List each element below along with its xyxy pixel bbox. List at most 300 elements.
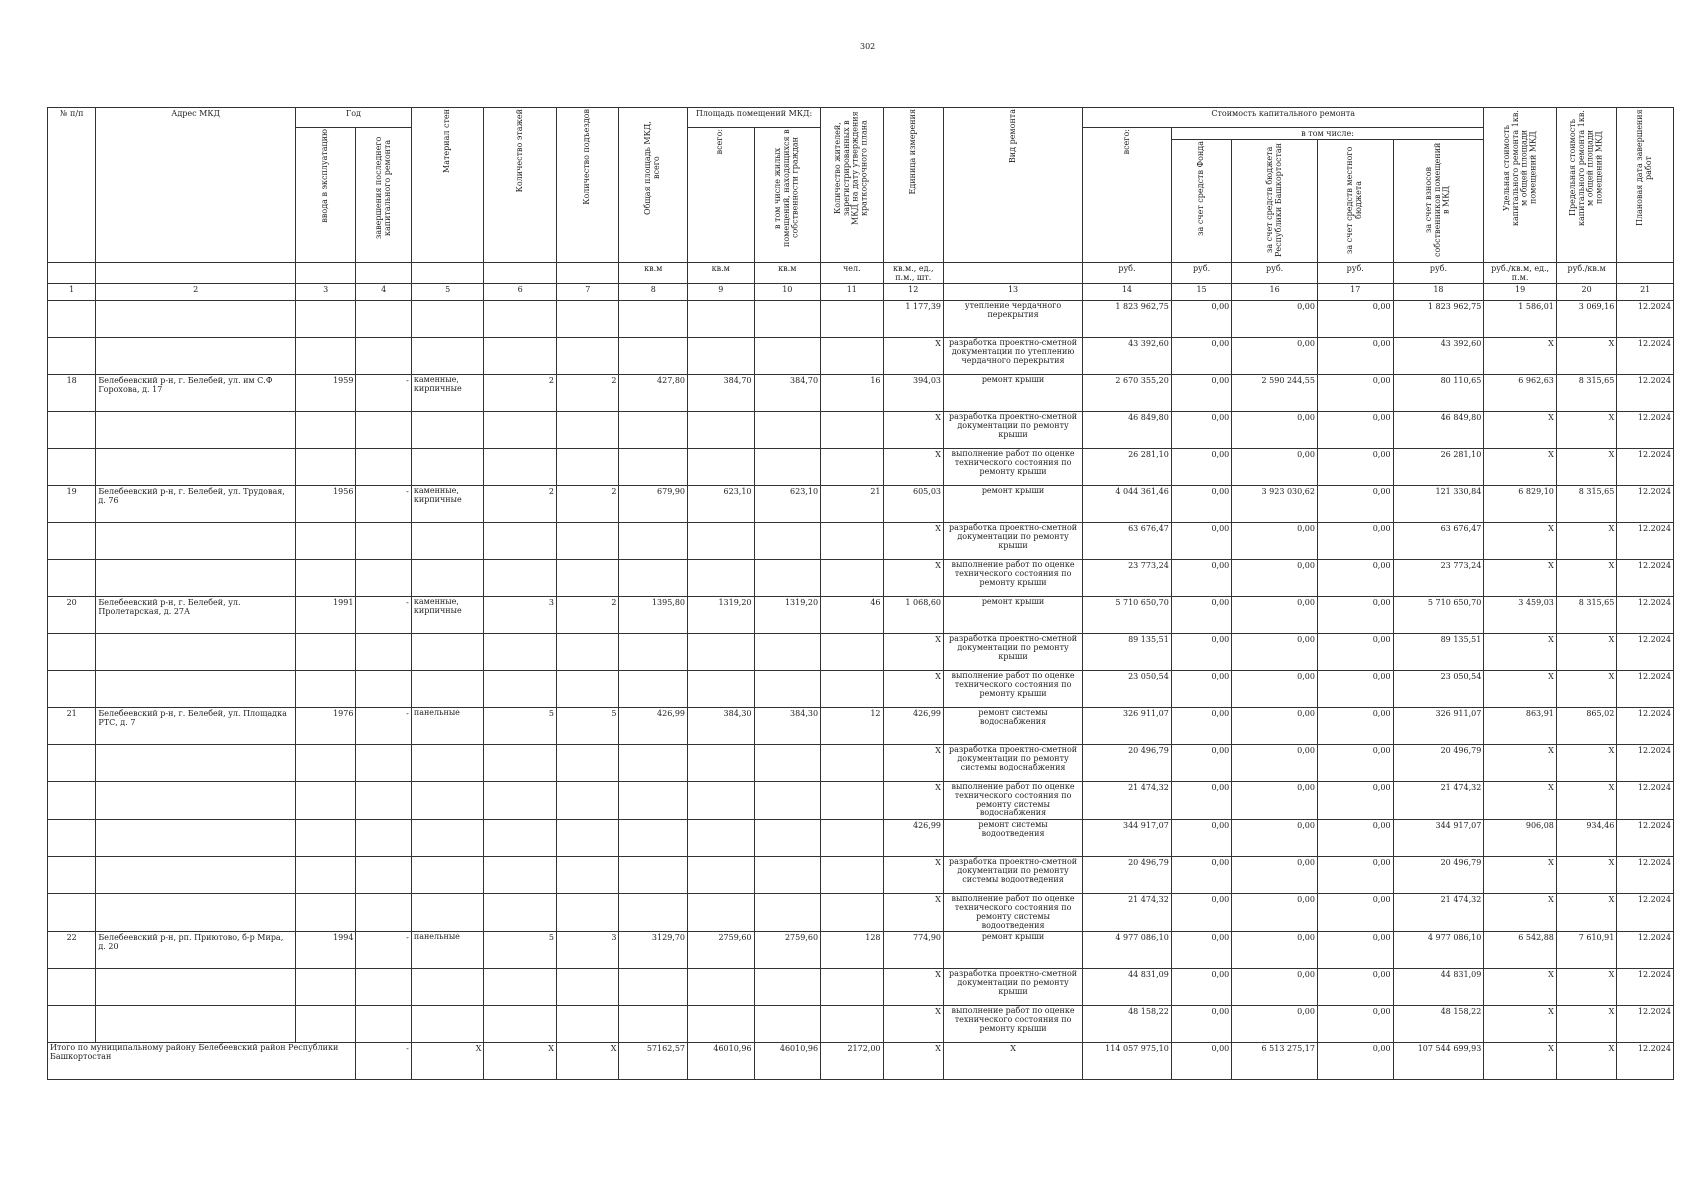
cell-cost-republic: 0,00 — [1232, 597, 1318, 634]
table-row — [48, 820, 1674, 857]
table-row — [48, 932, 1674, 969]
cell-cost-republic: 0,00 — [1232, 820, 1318, 857]
index-row — [48, 284, 1674, 301]
cell-cost-owners: 80 110,65 — [1393, 375, 1484, 412]
cell-total-area — [619, 301, 688, 338]
col-premises: Площадь помещений МКД: — [688, 108, 821, 128]
cell-floors — [484, 560, 557, 597]
page-number: 302 — [860, 42, 876, 51]
cell-unit-cost: X — [1484, 782, 1557, 820]
cell-work-type: утепление чердачного перекрытия — [944, 301, 1083, 338]
cell-wall-material — [411, 560, 484, 597]
cell-work-type: разработка проектно-сметной документации по ремонту системы водоснабжения — [944, 745, 1083, 782]
cell-volume: X — [883, 745, 943, 782]
cell-deadline: 12.2024 — [1617, 857, 1674, 894]
cell-entrances — [557, 1006, 619, 1043]
cell-residents — [821, 820, 883, 857]
cell-max-cost: 7 610,91 — [1556, 932, 1616, 969]
cell-year-last-repair: - — [356, 932, 411, 969]
table-row — [48, 301, 1674, 338]
cell-premises-paying — [754, 412, 821, 449]
cell-year-commission — [295, 671, 355, 708]
table-row — [48, 1006, 1674, 1043]
cell-row-number — [48, 449, 96, 486]
cell-premises-paying — [754, 560, 821, 597]
cell-unit-cost: X — [1484, 894, 1557, 932]
total-deadline: 12.2024 — [1617, 1043, 1674, 1080]
cell-entrances — [557, 338, 619, 375]
cell-cost-fund: 0,00 — [1171, 857, 1231, 894]
cell-wall-material — [411, 523, 484, 560]
cell-residents — [821, 671, 883, 708]
cell-unit-cost: X — [1484, 857, 1557, 894]
cell-cost-fund: 0,00 — [1171, 486, 1231, 523]
cell-entrances — [557, 412, 619, 449]
cell-year-last-repair: - — [356, 375, 411, 412]
cell-volume: X — [883, 338, 943, 375]
cell-cost-republic: 0,00 — [1232, 745, 1318, 782]
cell-cost-owners: 1 823 962,75 — [1393, 301, 1484, 338]
cell-cost-total: 326 911,07 — [1083, 708, 1172, 745]
cell-wall-material: панельные — [411, 932, 484, 969]
cell-total-area: 427,80 — [619, 375, 688, 412]
cell-cost-local: 0,00 — [1317, 782, 1393, 820]
cell-deadline: 12.2024 — [1617, 449, 1674, 486]
cell-cost-owners: 43 392,60 — [1393, 338, 1484, 375]
cell-premises-total — [688, 338, 755, 375]
index-cell: 5 — [411, 284, 484, 301]
cell-unit-cost: X — [1484, 745, 1557, 782]
cell-year-last-repair: - — [356, 486, 411, 523]
cell-cost-total: 1 823 962,75 — [1083, 301, 1172, 338]
index-cell: 3 — [295, 284, 355, 301]
cell-max-cost: X — [1556, 338, 1616, 375]
cell-year-commission — [295, 857, 355, 894]
cell-unit-cost: X — [1484, 412, 1557, 449]
cell-cost-republic: 0,00 — [1232, 560, 1318, 597]
cell-deadline: 12.2024 — [1617, 820, 1674, 857]
table-row — [48, 782, 1674, 820]
cell-cost-owners: 21 474,32 — [1393, 782, 1484, 820]
unit-cell: кв.м — [619, 263, 688, 284]
unit-cell — [557, 263, 619, 284]
cell-total-area — [619, 1006, 688, 1043]
cell-volume: X — [883, 449, 943, 486]
cell-work-type: выполнение работ по оценке технического состояния по ремонту крыши — [944, 449, 1083, 486]
unit-cell: руб./кв.м — [1556, 263, 1616, 284]
cell-cost-republic: 0,00 — [1232, 523, 1318, 560]
cell-floors — [484, 671, 557, 708]
index-cell: 1 — [48, 284, 96, 301]
cell-cost-republic: 0,00 — [1232, 932, 1318, 969]
cell-premises-paying — [754, 634, 821, 671]
cell-address: Белебеевский р-н, г. Белебей, ул. им С.Ф Горохова, д. 17 — [96, 375, 296, 412]
cell-premises-paying: 384,30 — [754, 708, 821, 745]
cell-work-type: ремонт крыши — [944, 932, 1083, 969]
cell-premises-total — [688, 523, 755, 560]
cell-cost-fund: 0,00 — [1171, 375, 1231, 412]
cell-cost-fund: 0,00 — [1171, 301, 1231, 338]
cell-entrances: 3 — [557, 932, 619, 969]
cell-year-last-repair — [356, 782, 411, 820]
cell-cost-total: 4 977 086,10 — [1083, 932, 1172, 969]
cell-cost-owners: 44 831,09 — [1393, 969, 1484, 1006]
table-row — [48, 969, 1674, 1006]
total-total-area: 57162,57 — [619, 1043, 688, 1080]
cell-floors: 2 — [484, 375, 557, 412]
cell-floors — [484, 301, 557, 338]
cell-cost-owners: 63 676,47 — [1393, 523, 1484, 560]
cell-total-area: 679,90 — [619, 486, 688, 523]
cell-unit-cost: X — [1484, 634, 1557, 671]
cell-work-type: разработка проектно-сметной документации по ремонту крыши — [944, 634, 1083, 671]
cell-row-number — [48, 634, 96, 671]
cell-wall-material: каменные, кирпичные — [411, 375, 484, 412]
cell-cost-total: 21 474,32 — [1083, 894, 1172, 932]
cell-year-commission: 1976 — [295, 708, 355, 745]
cell-floors — [484, 1006, 557, 1043]
cell-cost-owners: 20 496,79 — [1393, 857, 1484, 894]
cell-volume: X — [883, 782, 943, 820]
cell-row-number: 21 — [48, 708, 96, 745]
cell-total-area — [619, 523, 688, 560]
cell-row-number — [48, 1006, 96, 1043]
cell-work-type: разработка проектно-сметной документации по ремонту крыши — [944, 412, 1083, 449]
cell-total-area: 426,99 — [619, 708, 688, 745]
cell-deadline: 12.2024 — [1617, 523, 1674, 560]
capital-repair-table — [47, 107, 1674, 1080]
index-cell: 7 — [557, 284, 619, 301]
total-volume: X — [883, 1043, 943, 1080]
table-row — [48, 857, 1674, 894]
cell-cost-total: 63 676,47 — [1083, 523, 1172, 560]
cell-residents — [821, 301, 883, 338]
cell-year-commission — [295, 338, 355, 375]
cell-cost-republic: 0,00 — [1232, 708, 1318, 745]
cell-unit-cost: X — [1484, 1006, 1557, 1043]
cell-premises-paying — [754, 969, 821, 1006]
cell-cost-fund: 0,00 — [1171, 560, 1231, 597]
cell-cost-local: 0,00 — [1317, 857, 1393, 894]
cell-total-area: 3129,70 — [619, 932, 688, 969]
table-row — [48, 560, 1674, 597]
unit-cell: руб. — [1232, 263, 1318, 284]
index-cell: 2 — [96, 284, 296, 301]
cell-deadline: 12.2024 — [1617, 932, 1674, 969]
cell-cost-local: 0,00 — [1317, 634, 1393, 671]
cell-year-last-repair: - — [356, 708, 411, 745]
cell-entrances — [557, 857, 619, 894]
table-row — [48, 523, 1674, 560]
col-max-cost: Предельная стоимость капитального ремонта 1кв. м общей площади помещений МКД — [1568, 110, 1604, 226]
cell-premises-paying: 1319,20 — [754, 597, 821, 634]
cell-residents: 128 — [821, 932, 883, 969]
total-row-group — [48, 1043, 1674, 1080]
cell-entrances — [557, 894, 619, 932]
cell-cost-total: 4 044 361,46 — [1083, 486, 1172, 523]
cell-cost-local: 0,00 — [1317, 412, 1393, 449]
cell-floors — [484, 969, 557, 1006]
table-row — [48, 634, 1674, 671]
cell-premises-paying — [754, 338, 821, 375]
cell-address — [96, 523, 296, 560]
cell-premises-total — [688, 1006, 755, 1043]
cell-unit-cost: X — [1484, 523, 1557, 560]
cell-unit-cost: X — [1484, 969, 1557, 1006]
index-cell: 13 — [944, 284, 1083, 301]
cell-cost-local: 0,00 — [1317, 745, 1393, 782]
cell-cost-local: 0,00 — [1317, 301, 1393, 338]
cell-floors — [484, 634, 557, 671]
index-cell: 11 — [821, 284, 883, 301]
cell-max-cost: X — [1556, 1006, 1616, 1043]
cell-wall-material — [411, 301, 484, 338]
cell-row-number: 18 — [48, 375, 96, 412]
cell-premises-paying — [754, 301, 821, 338]
cell-residents: 12 — [821, 708, 883, 745]
cell-deadline: 12.2024 — [1617, 412, 1674, 449]
index-cell: 12 — [883, 284, 943, 301]
cell-premises-paying — [754, 523, 821, 560]
cell-max-cost: X — [1556, 449, 1616, 486]
cell-unit-cost: X — [1484, 338, 1557, 375]
col-cost-total: всего: — [1121, 129, 1131, 155]
cell-premises-total — [688, 671, 755, 708]
cell-cost-owners: 48 158,22 — [1393, 1006, 1484, 1043]
cell-cost-total: 23 050,54 — [1083, 671, 1172, 708]
cell-volume: 605,03 — [883, 486, 943, 523]
cell-volume: X — [883, 1006, 943, 1043]
cell-address — [96, 820, 296, 857]
cell-volume: 1 068,60 — [883, 597, 943, 634]
unit-cell: кв.м — [754, 263, 821, 284]
index-cell: 15 — [1171, 284, 1231, 301]
cell-entrances — [557, 745, 619, 782]
unit-cell: руб. — [1171, 263, 1231, 284]
cell-floors: 3 — [484, 597, 557, 634]
cell-premises-total: 1319,20 — [688, 597, 755, 634]
cell-max-cost: X — [1556, 412, 1616, 449]
cell-deadline: 12.2024 — [1617, 301, 1674, 338]
cell-cost-republic: 0,00 — [1232, 412, 1318, 449]
cell-cost-republic: 3 923 030,62 — [1232, 486, 1318, 523]
cell-cost-local: 0,00 — [1317, 1006, 1393, 1043]
col-residents: Количество жителей, зарегистрированных в МКД на дату утверждения краткосрочного плана — [833, 111, 869, 225]
cell-row-number — [48, 745, 96, 782]
cell-premises-paying: 2759,60 — [754, 932, 821, 969]
cell-premises-total — [688, 634, 755, 671]
cell-premises-total — [688, 894, 755, 932]
cell-year-commission — [295, 820, 355, 857]
cell-cost-local: 0,00 — [1317, 523, 1393, 560]
cell-cost-total: 20 496,79 — [1083, 857, 1172, 894]
cell-cost-fund: 0,00 — [1171, 708, 1231, 745]
cell-premises-paying — [754, 820, 821, 857]
index-cell: 4 — [356, 284, 411, 301]
cell-unit-cost: X — [1484, 449, 1557, 486]
cell-cost-owners: 23 050,54 — [1393, 671, 1484, 708]
cell-max-cost: X — [1556, 894, 1616, 932]
total-cost-owners: 107 544 699,93 — [1393, 1043, 1484, 1080]
col-cost-fund: за счет средств Фонда — [1196, 141, 1206, 236]
cell-residents — [821, 523, 883, 560]
cell-deadline: 12.2024 — [1617, 671, 1674, 708]
cell-year-commission: 1959 — [295, 375, 355, 412]
cell-entrances: 2 — [557, 597, 619, 634]
col-cost-local: за счет средств местного бюджета — [1345, 146, 1364, 254]
cell-cost-owners: 46 849,80 — [1393, 412, 1484, 449]
col-year-last-repair: завершения последнего капитального ремонта — [373, 136, 392, 240]
cell-work-type: разработка проектно-сметной документации по утеплению чердачного перекрытия — [944, 338, 1083, 375]
cell-cost-republic: 0,00 — [1232, 782, 1318, 820]
units-row-cells — [48, 263, 1674, 284]
cell-cost-fund: 0,00 — [1171, 820, 1231, 857]
cell-cost-fund: 0,00 — [1171, 1006, 1231, 1043]
cell-premises-total — [688, 745, 755, 782]
table-row — [48, 338, 1674, 375]
units-row — [48, 263, 1674, 284]
cell-address — [96, 560, 296, 597]
cell-work-type: выполнение работ по оценке технического состояния по ремонту крыши — [944, 560, 1083, 597]
cell-cost-owners: 26 281,10 — [1393, 449, 1484, 486]
cell-residents — [821, 782, 883, 820]
total-label: Итого по муниципальному району Белебеевский район Республики Башкортостан — [48, 1043, 356, 1080]
cell-wall-material — [411, 412, 484, 449]
total-wall-material: X — [411, 1043, 484, 1080]
col-unit-cost: Удельная стоимость капитального ремонта 1кв. м общей площади помещений МКД — [1501, 110, 1537, 226]
cell-residents: 21 — [821, 486, 883, 523]
cell-floors — [484, 820, 557, 857]
index-cell: 18 — [1393, 284, 1484, 301]
cell-cost-total: 89 135,51 — [1083, 634, 1172, 671]
cell-cost-local: 0,00 — [1317, 375, 1393, 412]
cell-max-cost: 934,46 — [1556, 820, 1616, 857]
cell-total-area — [619, 412, 688, 449]
cell-cost-fund: 0,00 — [1171, 745, 1231, 782]
cell-year-commission — [295, 894, 355, 932]
cell-address — [96, 412, 296, 449]
total-year-last-repair: - — [356, 1043, 411, 1080]
cell-volume: X — [883, 969, 943, 1006]
cell-row-number: 19 — [48, 486, 96, 523]
cell-max-cost: X — [1556, 782, 1616, 820]
cell-cost-local: 0,00 — [1317, 597, 1393, 634]
cell-row-number — [48, 820, 96, 857]
cell-work-type: разработка проектно-сметной документации по ремонту системы водоотведения — [944, 857, 1083, 894]
cell-year-last-repair — [356, 449, 411, 486]
cell-unit-cost: X — [1484, 560, 1557, 597]
cell-residents: 46 — [821, 597, 883, 634]
col-work-type: Вид ремонта — [1007, 109, 1017, 164]
col-deadline: Плановая дата завершения работ — [1635, 109, 1654, 227]
cell-row-number — [48, 671, 96, 708]
cell-premises-total — [688, 857, 755, 894]
table-body — [48, 301, 1674, 1043]
cell-premises-total — [688, 301, 755, 338]
col-premises-paying: в том числе жилых помещений, находящихся в собственности граждан — [773, 129, 800, 247]
cell-floors — [484, 449, 557, 486]
cell-work-type: выполнение работ по оценке технического состояния по ремонту крыши — [944, 1006, 1083, 1043]
cell-entrances — [557, 449, 619, 486]
cell-max-cost: X — [1556, 745, 1616, 782]
cell-residents — [821, 338, 883, 375]
table-header — [48, 108, 1674, 263]
cell-year-last-repair — [356, 969, 411, 1006]
cell-entrances — [557, 969, 619, 1006]
cell-cost-total: 43 392,60 — [1083, 338, 1172, 375]
cell-premises-total — [688, 782, 755, 820]
cell-unit-cost: 906,08 — [1484, 820, 1557, 857]
cell-total-area — [619, 857, 688, 894]
cell-row-number — [48, 969, 96, 1006]
cell-row-number — [48, 782, 96, 820]
col-address: Адрес МКД — [96, 108, 296, 263]
col-num: № п/п — [48, 108, 96, 263]
cell-cost-republic: 0,00 — [1232, 857, 1318, 894]
cell-premises-paying — [754, 894, 821, 932]
cell-year-commission: 1991 — [295, 597, 355, 634]
cell-residents — [821, 745, 883, 782]
cell-row-number — [48, 523, 96, 560]
cell-year-last-repair — [356, 857, 411, 894]
cell-cost-republic: 2 590 244,55 — [1232, 375, 1318, 412]
unit-cell: руб. — [1393, 263, 1484, 284]
cell-volume: 1 177,39 — [883, 301, 943, 338]
cell-total-area — [619, 969, 688, 1006]
index-cell: 10 — [754, 284, 821, 301]
cell-deadline: 12.2024 — [1617, 745, 1674, 782]
cell-row-number — [48, 301, 96, 338]
total-work-type: X — [944, 1043, 1083, 1080]
cell-premises-paying — [754, 782, 821, 820]
cell-max-cost: 865,02 — [1556, 708, 1616, 745]
cell-work-type: выполнение работ по оценке технического состояния по ремонту системы водоснабжения — [944, 782, 1083, 820]
cell-cost-fund: 0,00 — [1171, 932, 1231, 969]
cell-year-commission — [295, 634, 355, 671]
cell-cost-owners: 21 474,32 — [1393, 894, 1484, 932]
cell-total-area — [619, 782, 688, 820]
unit-cell — [484, 263, 557, 284]
cell-address: Белебеевский р-н, г. Белебей, ул. Трудовая, д. 76 — [96, 486, 296, 523]
cell-wall-material — [411, 969, 484, 1006]
cell-max-cost: X — [1556, 969, 1616, 1006]
cell-address — [96, 745, 296, 782]
cell-cost-owners: 23 773,24 — [1393, 560, 1484, 597]
cell-work-type: ремонт крыши — [944, 375, 1083, 412]
cell-residents — [821, 1006, 883, 1043]
cell-row-number — [48, 894, 96, 932]
cell-max-cost: X — [1556, 560, 1616, 597]
total-cost-total: 114 057 975,10 — [1083, 1043, 1172, 1080]
cell-cost-total: 46 849,80 — [1083, 412, 1172, 449]
cell-cost-republic: 0,00 — [1232, 671, 1318, 708]
cell-total-area — [619, 671, 688, 708]
cell-unit-cost: 863,91 — [1484, 708, 1557, 745]
cell-floors — [484, 338, 557, 375]
cell-premises-paying — [754, 671, 821, 708]
cell-floors: 5 — [484, 932, 557, 969]
unit-cell: кв.м., ед., п.м., шт. — [883, 263, 943, 284]
cell-row-number — [48, 412, 96, 449]
index-cell: 19 — [1484, 284, 1557, 301]
cell-premises-total — [688, 412, 755, 449]
table-row — [48, 894, 1674, 932]
cell-address — [96, 1006, 296, 1043]
cell-cost-total: 2 670 355,20 — [1083, 375, 1172, 412]
cell-wall-material: каменные, кирпичные — [411, 486, 484, 523]
cell-work-type: ремонт системы водоснабжения — [944, 708, 1083, 745]
cell-year-commission — [295, 412, 355, 449]
